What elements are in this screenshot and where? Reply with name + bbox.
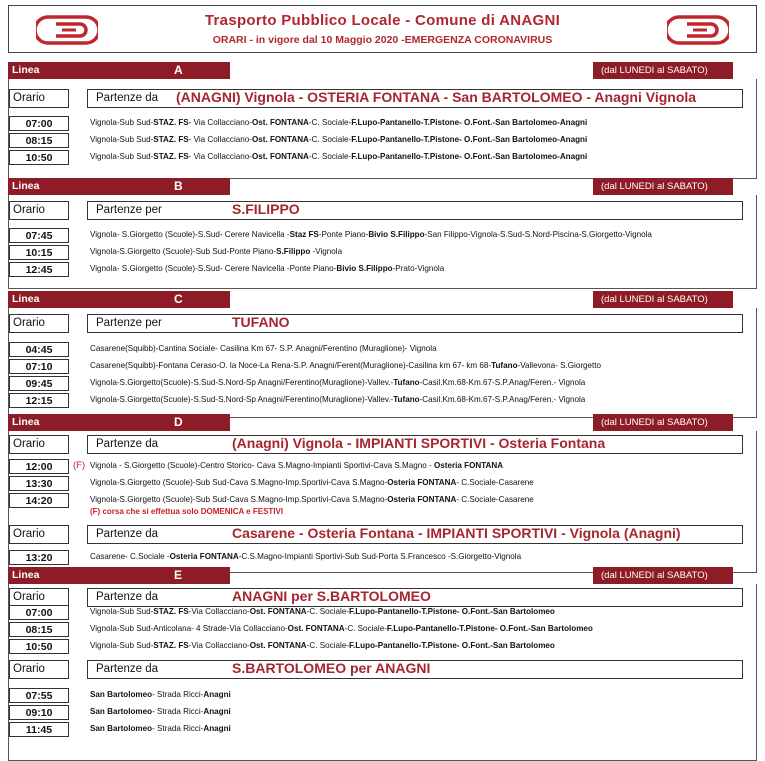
section-linea-d — [8, 414, 757, 573]
festive-note: (F) corsa che si effettua solo DOMENICA e FESTIVI — [90, 507, 284, 516]
departure-time: 04:45 — [9, 342, 69, 357]
timetable-row — [9, 476, 756, 492]
section-body — [8, 584, 757, 761]
section-bar — [8, 178, 757, 195]
departure-time: 10:15 — [9, 245, 69, 260]
departure-box — [87, 89, 743, 108]
route-destination: Casarene - Osteria Fontana - IMPIANTI SPORTIVI - Vignola (Anagni) — [232, 525, 681, 541]
section-body — [8, 195, 757, 289]
days-label: (dal LUNEDI al SABATO) — [601, 417, 708, 428]
route-stops: Vignola-S.Giorgetto (Scuole)-Sub Sud-Ponte Piano-S.Filippo -Vignola — [90, 247, 343, 256]
timetable-row — [9, 116, 756, 132]
linea-label: Linea — [12, 180, 40, 192]
timetable-row — [9, 376, 756, 392]
departure-box — [87, 660, 743, 679]
departure-time: 07:45 — [9, 228, 69, 243]
route-stops: Vignola-S.Giorgetto(Scuole)-S.Sud-S.Nord-Sp Anagni/Ferentino(Muraglione)-Vallev.-Tufano-Casil.Km.68-Km.67-S.P.Anag/Feren.- Vignola — [90, 378, 586, 387]
section-bar — [8, 62, 757, 79]
cotral-logo-right — [667, 15, 729, 45]
section-body — [8, 431, 757, 573]
departure-label: Partenze da — [96, 591, 159, 603]
timetable-row — [9, 133, 756, 149]
departure-time: 10:50 — [9, 150, 69, 165]
section-linea-c — [8, 291, 757, 418]
section-bar — [8, 291, 757, 308]
section-linea-e — [8, 567, 757, 761]
timetable-row — [9, 359, 756, 375]
section-body — [8, 308, 757, 418]
section-linea-b — [8, 178, 757, 289]
departure-time: 11:45 — [9, 722, 69, 737]
route-destination: (ANAGNI) Vignola - OSTERIA FONTANA - San BARTOLOMEO - Anagni Vignola — [176, 89, 697, 105]
orario-label: Orario — [9, 314, 69, 333]
days-label: (dal LUNEDI al SABATO) — [601, 65, 708, 76]
linea-letter: D — [174, 415, 183, 429]
timetable-row — [9, 262, 756, 278]
days-label: (dal LUNEDI al SABATO) — [601, 570, 708, 581]
linea-letter: E — [174, 568, 183, 582]
section-body — [8, 79, 757, 179]
orario-label: Orario — [9, 525, 69, 544]
days-label: (dal LUNEDI al SABATO) — [601, 181, 708, 192]
route-destination: ANAGNI per S.BARTOLOMEO — [232, 588, 431, 604]
timetable-row — [9, 550, 756, 566]
departure-label: Partenze da — [96, 92, 159, 104]
route-stops: Vignola-Sub Sud-STAZ. FS-Via Collacciano-Ost. FONTANA-C. Sociale-F.Lupo-Pantanello-T.Pistone- O.Font.-San Bartolomeo — [90, 607, 555, 616]
route-stops: Vignola-Sub Sud-STAZ. FS- Via Collacciano-Ost. FONTANA-C. Sociale-F.Lupo-Pantanello-T.Pistone- O.Font.-San Bartolomeo-Anagni — [90, 152, 588, 161]
departure-time: 12:00 — [9, 459, 69, 474]
timetable-row — [9, 605, 756, 621]
timetable-row — [9, 639, 756, 655]
route-stops: San Bartolomeo- Strada Ricci-Anagni — [90, 690, 231, 699]
departure-time: 12:15 — [9, 393, 69, 408]
orario-label: Orario — [9, 588, 69, 607]
section-bar — [8, 414, 757, 431]
bar-left-fill — [8, 567, 230, 584]
route-stops: Vignola- S.Giorgetto (Scuole)-S.Sud- Cerere Navicella -Ponte Piano-Bivio S.Filippo-Prato-Vignola — [90, 264, 445, 273]
departure-time: 14:20 — [9, 493, 69, 508]
timetable-row — [9, 150, 756, 166]
bar-left-fill — [8, 291, 230, 308]
days-label: (dal LUNEDI al SABATO) — [601, 294, 708, 305]
departure-time: 10:50 — [9, 639, 69, 654]
departure-time: 13:20 — [9, 550, 69, 565]
route-stops: Vignola-S.Giorgetto(Scuole)-S.Sud-S.Nord-Sp Anagni/Ferentino(Muraglione)-Vallev.-Tufano-Casil.Km.68-Km.67-S.P.Anag/Feren.- Vignola — [90, 395, 586, 404]
linea-letter: B — [174, 179, 183, 193]
departure-time: 07:10 — [9, 359, 69, 374]
linea-label: Linea — [12, 293, 40, 305]
page-subtitle: ORARI - in vigore dal 10 Maggio 2020 -EMERGENZA CORONAVIRUS — [212, 34, 553, 46]
section-bar — [8, 567, 757, 584]
linea-label: Linea — [12, 416, 40, 428]
route-stops: Vignola-Sub Sud-STAZ. FS- Via Collacciano-Ost. FONTANA-C. Sociale-F.Lupo-Pantanello-T.Pistone- O.Font.-San Bartolomeo-Anagni — [90, 135, 588, 144]
departure-time: 12:45 — [9, 262, 69, 277]
route-stops: Vignola-S.Giorgetto (Scuole)-Sub Sud-Cava S.Magno-Imp.Sportivi-Cava S.Magno-Osteria FONTANA- C.Sociale-Casarene — [90, 495, 534, 504]
departure-time: 08:15 — [9, 133, 69, 148]
route-destination: (Anagni) Vignola - IMPIANTI SPORTIVI - Osteria Fontana — [232, 435, 606, 451]
route-stops: Vignola-S.Giorgetto (Scuole)-Sub Sud-Cava S.Magno-Imp.Sportivi-Cava S.Magno-Osteria FONTANA- C.Sociale-Casarene — [90, 478, 534, 487]
route-stops: Vignola - S.Giorgetto (Scuole)-Centro Storico- Cava S.Magno-Impianti Sportivi-Cava S.Magno - Osteria FONTANA — [90, 461, 504, 470]
timetable-row — [9, 705, 756, 721]
linea-letter: C — [174, 292, 183, 306]
linea-label: Linea — [12, 64, 40, 76]
timetable-row — [9, 459, 756, 475]
bar-left-fill — [8, 62, 230, 79]
departure-time: 08:15 — [9, 622, 69, 637]
bar-left-fill — [8, 414, 230, 431]
orario-label: Orario — [9, 660, 69, 679]
route-stops: San Bartolomeo- Strada Ricci-Anagni — [90, 724, 231, 733]
departure-label: Partenze per — [96, 204, 162, 216]
timetable-row — [9, 393, 756, 409]
route-stops: Vignola- S.Giorgetto (Scuole)-S.Sud- Cerere Navicella -Staz FS-Ponte Piano-Bivio S.Filippo-San Filippo-Vignola-S.Sud-S.Nord-Piscina-S.Giorgetto-Vignola — [90, 230, 652, 239]
timetable-row — [9, 722, 756, 738]
route-destination: S.FILIPPO — [232, 201, 300, 217]
departure-label: Partenze da — [96, 438, 159, 450]
route-stops: Vignola-Sub Sud-STAZ. FS- Via Collacciano-Ost. FONTANA-C. Sociale-F.Lupo-Pantanello-T.Pistone- O.Font.-San Bartolomeo-Anagni — [90, 118, 588, 127]
departure-box — [87, 201, 743, 220]
festive-flag: (F) — [73, 460, 86, 471]
route-stops: Vignola-Sub Sud-Anticolana- 4 Strade-Via Collacciano-Ost. FONTANA-C. Sociale-F.Lupo-Pantanello-T.Pistone- O.Font.-San Bartolomeo — [90, 624, 593, 633]
orario-label: Orario — [9, 201, 69, 220]
route-destination: S.BARTOLOMEO per ANAGNI — [232, 660, 431, 676]
departure-time: 09:10 — [9, 705, 69, 720]
timetable-row — [9, 622, 756, 638]
departure-box — [87, 314, 743, 333]
orario-label: Orario — [9, 435, 69, 454]
page-header — [8, 5, 757, 53]
departure-label: Partenze da — [96, 663, 159, 675]
page-title: Trasporto Pubblico Locale - Comune di ANAGNI — [204, 12, 561, 29]
bar-left-fill — [8, 178, 230, 195]
departure-label: Partenze da — [96, 528, 159, 540]
orario-label: Orario — [9, 89, 69, 108]
departure-box — [87, 435, 743, 454]
route-stops: Vignola-Sub Sud-STAZ. FS-Via Collacciano-Ost. FONTANA-C. Sociale-F.Lupo-Pantanello-T.Pistone- O.Font.-San Bartolomeo — [90, 641, 555, 650]
departure-time: 07:00 — [9, 605, 69, 620]
departure-label: Partenze per — [96, 317, 162, 329]
route-stops: Casarene(Squibb)-Fontana Ceraso-O. la Noce-La Rena-S.P. Anagni/Ferent(Muraglione)-Casilina km 67- km 68-Tufano-Vallevona- S.Giorgetto — [90, 361, 602, 370]
timetable-row — [9, 245, 756, 261]
route-stops: Casarene- C.Sociale -Osteria FONTANA-C.S.Magno-Impianti Sportivi-Sub Sud-Porta S.Francesco -S.Giorgetto-Vignola — [90, 552, 522, 561]
linea-letter: A — [174, 63, 183, 77]
departure-box — [87, 525, 743, 544]
linea-label: Linea — [12, 569, 40, 581]
section-linea-a — [8, 62, 757, 179]
departure-time: 09:45 — [9, 376, 69, 391]
route-stops: San Bartolomeo- Strada Ricci-Anagni — [90, 707, 231, 716]
departure-time: 07:55 — [9, 688, 69, 703]
departure-time: 07:00 — [9, 116, 69, 131]
route-destination: TUFANO — [232, 314, 290, 330]
route-stops: Casarene(Squibb)-Cantina Sociale- Casilina Km 67- S.P. Anagni/Ferentino (Muraglione)- Vignola — [90, 344, 437, 353]
timetable-row — [9, 342, 756, 358]
timetable-row — [9, 688, 756, 704]
timetable-row — [9, 228, 756, 244]
departure-time: 13:30 — [9, 476, 69, 491]
